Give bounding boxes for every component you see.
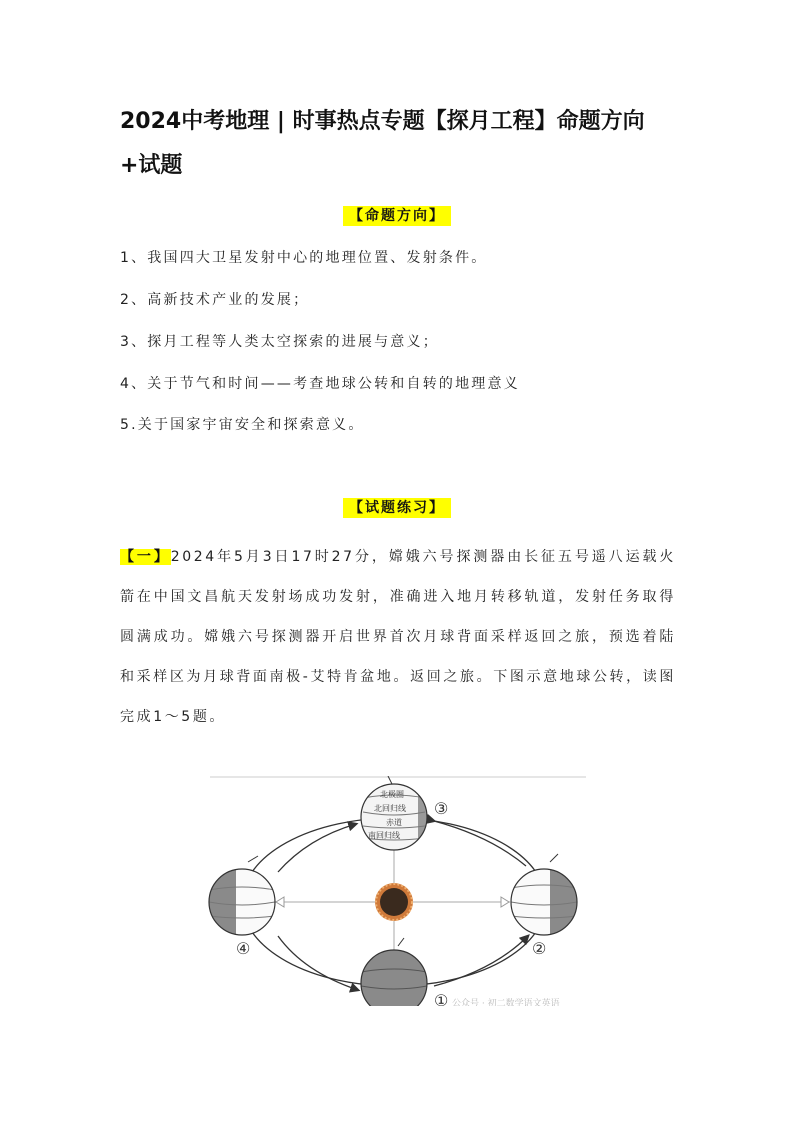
list-item: 4、关于节气和时间——考查地球公转和自转的地理意义 (120, 376, 520, 392)
position-label-3: ③ (434, 799, 449, 818)
earth-globe-1 (361, 950, 427, 1006)
earth-globe-4 (208, 866, 275, 938)
orbit-arrow-bottom-right (434, 936, 528, 986)
section-label-practice (0, 497, 794, 517)
list-item: 3、探月工程等人类太空探索的进展与意义； (120, 334, 439, 350)
question-tag: 【一】 (120, 549, 171, 565)
orbit-arrow-top-right (434, 821, 526, 866)
section-label-direction-text: 【命题方向】 (343, 206, 451, 226)
list-item: 5.关于国家宇宙安全和探索意义。 (120, 417, 365, 433)
axis-arrow-left (276, 897, 284, 907)
earth3-line-label: 北极圈 (380, 790, 404, 799)
section-label-practice-text: 【试题练习】 (343, 498, 451, 518)
position-label-4: ④ (236, 939, 251, 958)
earth3-line-label: 南回归线 (368, 831, 400, 840)
position-label-2: ② (532, 939, 547, 958)
axis-tilt-4 (248, 856, 258, 862)
sun-icon (375, 883, 413, 921)
axis-arrow-right (501, 897, 509, 907)
earth3-line-label: 赤道 (386, 818, 402, 827)
section-label-direction (0, 205, 794, 225)
position-label-1: ① (434, 991, 449, 1006)
list-item: 2、高新技术产业的发展； (120, 292, 310, 308)
question-text: 2024年5月3日17时27分，嫦娥六号探测器由长征五号遥八运载火箭在中国文昌航天发射场成功发射，准确进入地月转移轨道，发射任务取得圆满成功。嫦娥六号探测器开启世界首次月球背面采样返回之旅，预选着陆和采样区为月球背面南极-艾特肯盆地。返回之旅。下图示意地球公转，读图完成1～5题。 (120, 549, 676, 725)
question-paragraph (120, 537, 676, 737)
watermark-text: 公众号 · 初二数学语文英语 (452, 999, 560, 1006)
earth3-line-label: 北回归线 (374, 804, 406, 813)
orbit-arrow-top-left (278, 824, 356, 872)
list-item: 1、我国四大卫星发射中心的地理位置、发射条件。 (120, 250, 488, 266)
earth-globe-2 (511, 866, 580, 938)
earth-orbit-diagram (208, 776, 588, 1006)
axis-tilt-1 (398, 938, 404, 946)
axis-tilt-2 (550, 854, 558, 862)
page-title: 2024中考地理 | 时事热点专题【探月工程】命题方向+试题 (120, 109, 645, 178)
earth-revolution-figure (208, 776, 588, 1006)
